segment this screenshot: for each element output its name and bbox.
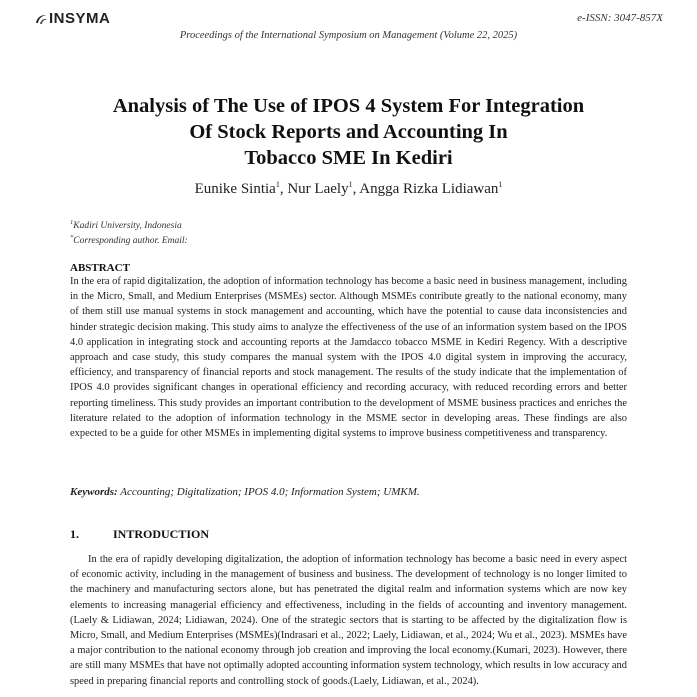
paper-title (60, 93, 637, 171)
abstract-heading: ABSTRACT (70, 262, 130, 274)
affiliation-text: Kadiri University, Indonesia (73, 221, 182, 232)
title-line: Tobacco SME In Kediri (244, 147, 453, 169)
author-mark: 1 (348, 180, 353, 189)
title-line: Analysis of The Use of IPOS 4 System For Integration (112, 95, 585, 117)
section-number: 1. (70, 527, 79, 541)
issn-label: e-ISSN: 3047-857X (577, 12, 663, 24)
affiliations (70, 217, 188, 247)
keywords-label: Keywords: (70, 486, 118, 498)
affiliation-line (70, 232, 188, 247)
journal-logo (34, 10, 110, 27)
keywords-line (70, 486, 420, 498)
author-mark: 1 (275, 180, 280, 189)
keywords-text: Accounting; Digitalization; IPOS 4.0; Information System; UMKM. (120, 486, 420, 498)
affiliation-text: Corresponding author. Email: (73, 236, 188, 247)
affiliation-line (70, 217, 188, 232)
abstract-body: In the era of rapid digitalization, the adoption of information technology has become a basic need in business management, including in the Micro, Small, and Medium Enterprises (MSMEs) sector. Although MSMEs contribute greatly to the national economy, many of them still use manual systems in stock management and accounting, which have the potential to cause data inconsistencies and hinder strategic decision making. This study aims to analyze the effectiveness of the use of an information system based on the IPOS 4.0 application in integrating stock and accounting reports at the Jamdacco tobacco MSME in Kediri Regency. With a descriptive approach and case study, this study compares the manual system with the IPOS 4.0 digital system in improving the accuracy, efficiency, and transparency of financial reports and stock management. The results of the study indicate that the implementation of IPOS 4.0 provides significant changes in operational efficiency and recording accuracy, with reduced recording errors and better reporting timeliness. This study provides an important contribution to the development of MSME business practices and enriches the literature related to the adoption of information technology in the MSME sector in developing areas. These findings are also expected to be a guide for other MSMEs in implementing digital systems to improve business competitiveness and transparency. (70, 276, 627, 440)
introduction-body: In the era of rapidly developing digitalization, the adoption of information technology has become a basic need in every aspect of economic activity, including in the management of business and business. The development of technology is no longer limited to the machinery and manufacturing sectors alone, but has penetrated the digital realm and information systems which are now key elements to increasing managerial efficiency and effectiveness, including in the fields of accounting and inventory management.(Laely & Lidiawan, 2024; Lidiawan, 2024). One of the strategic sectors that is starting to be affected by the digitalization flow is Micro, Small, and Medium Enterprises (MSMEs)(Indrasari et al., 2022; Laely, Lidiawan, et al., 2024; Wu et al., 2023). MSMEs have a major contribution to the national economy through job creation and improving the local economy.(Kumari, 2023). However, there are still many MSMEs that have not optimally adopted accounting information system technology, which results in low accuracy and speed in preparing financial reports and controlling stock of goods.(Laely, Lidiawan, et al., 2024). (70, 554, 627, 687)
section-heading-introduction (70, 527, 209, 542)
author-name: Nur Laely (287, 181, 349, 197)
logo-text: INSYMA (49, 10, 111, 27)
affiliation-mark: * (70, 234, 74, 242)
logo-swoosh-icon (34, 12, 48, 26)
author-list: Eunike Sintia$^1$, Nur Laely$^1$, Angga Rizka Lidiawan$^1$ (194, 180, 503, 197)
author-name: Eunike Sintia (194, 181, 276, 197)
author-name: Angga Rizka Lidiawan (359, 181, 499, 197)
author-mark: 1 (498, 180, 503, 189)
section-title: INTRODUCTION (113, 527, 210, 541)
affiliation-mark: 1 (70, 219, 74, 226)
proceedings-line: Proceedings of the International Symposium on Management (Volume 22, 2025) (179, 30, 518, 41)
title-line: Of Stock Reports and Accounting In (189, 121, 508, 143)
